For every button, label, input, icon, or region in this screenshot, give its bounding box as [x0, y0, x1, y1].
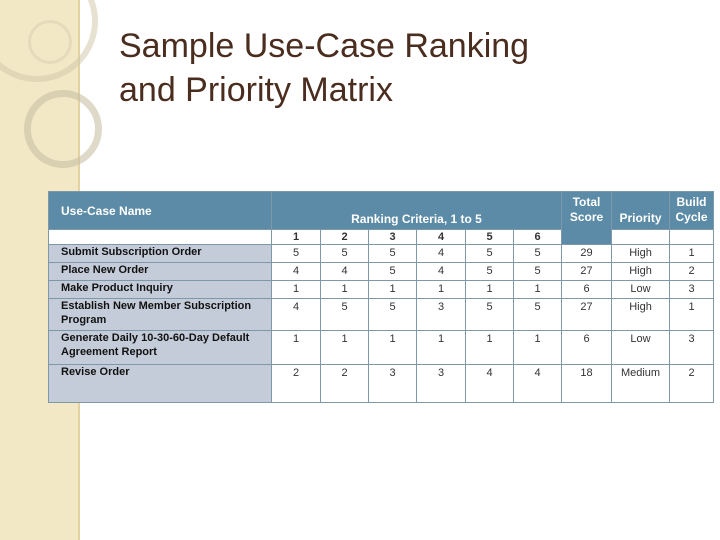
slide-title-line-1: Sample Use-Case Ranking — [119, 27, 530, 65]
criterion-score: 1 — [369, 281, 417, 299]
criterion-score: 3 — [417, 365, 466, 403]
decorative-ring — [28, 20, 72, 64]
table-row — [49, 245, 714, 263]
table-row — [49, 299, 714, 331]
criterion-score: 3 — [417, 299, 466, 331]
criterion-score: 1 — [417, 281, 466, 299]
priority-header: Priority — [612, 192, 670, 230]
criterion-score: 1 — [466, 331, 514, 365]
criterion-number: 1 — [272, 230, 321, 245]
use-case-name: Submit Subscription Order — [49, 245, 272, 263]
table-row — [49, 263, 714, 281]
table-row — [49, 331, 714, 365]
criterion-number: 5 — [466, 230, 514, 245]
decorative-ring — [24, 90, 102, 168]
priority-value: High — [612, 299, 670, 331]
criterion-score: 5 — [369, 299, 417, 331]
ranking-criteria-header: Ranking Criteria, 1 to 5 — [272, 192, 562, 230]
priority-value: Low — [612, 281, 670, 299]
build-cycle-spacer — [670, 230, 714, 245]
criterion-score: 1 — [321, 331, 369, 365]
criterion-score: 4 — [321, 263, 369, 281]
criterion-number: 2 — [321, 230, 369, 245]
criterion-score: 4 — [466, 365, 514, 403]
name-column-spacer — [49, 230, 272, 245]
criterion-score: 4 — [417, 263, 466, 281]
build-cycle-value: 3 — [670, 281, 714, 299]
build-cycle-value: 2 — [670, 263, 714, 281]
priority-value: High — [612, 245, 670, 263]
build-cycle-value: 1 — [670, 245, 714, 263]
build-cycle-value: 3 — [670, 331, 714, 365]
criterion-score: 5 — [369, 263, 417, 281]
build-cycle-value: 1 — [670, 299, 714, 331]
table-row — [49, 365, 714, 403]
priority-value: Low — [612, 331, 670, 365]
criterion-number: 6 — [514, 230, 562, 245]
total-score: 6 — [562, 331, 612, 365]
criterion-score: 4 — [417, 245, 466, 263]
criterion-score: 5 — [369, 245, 417, 263]
table-row — [49, 281, 714, 299]
criterion-score: 5 — [466, 299, 514, 331]
criterion-score: 1 — [417, 331, 466, 365]
criterion-score: 4 — [272, 263, 321, 281]
build-cycle-header: Build Cycle — [670, 192, 714, 230]
criterion-score: 3 — [369, 365, 417, 403]
total-score: 27 — [562, 263, 612, 281]
priority-value: High — [612, 263, 670, 281]
use-case-name: Place New Order — [49, 263, 272, 281]
build-cycle-value: 2 — [670, 365, 714, 403]
slide-title-line-2: and Priority Matrix — [119, 71, 393, 109]
criterion-score: 1 — [272, 281, 321, 299]
total-score: 29 — [562, 245, 612, 263]
use-case-name: Generate Daily 10-30-60-Day Default Agreement Report — [49, 331, 272, 365]
total-score: 27 — [562, 299, 612, 331]
criterion-score: 5 — [466, 263, 514, 281]
criterion-score: 2 — [272, 365, 321, 403]
priority-value: Medium — [612, 365, 670, 403]
criterion-score: 5 — [321, 299, 369, 331]
criterion-score: 1 — [321, 281, 369, 299]
total-score-header: Total Score — [562, 192, 612, 245]
criterion-score: 1 — [369, 331, 417, 365]
total-score: 18 — [562, 365, 612, 403]
criterion-score: 1 — [514, 281, 562, 299]
criterion-score: 1 — [466, 281, 514, 299]
use-case-priority-matrix — [48, 191, 714, 403]
criterion-score: 1 — [514, 331, 562, 365]
criterion-score: 5 — [321, 245, 369, 263]
criterion-score: 5 — [514, 245, 562, 263]
total-score: 6 — [562, 281, 612, 299]
criterion-score: 5 — [514, 263, 562, 281]
use-case-name: Make Product Inquiry — [49, 281, 272, 299]
criterion-score: 2 — [321, 365, 369, 403]
criterion-score: 4 — [514, 365, 562, 403]
criterion-score: 1 — [272, 331, 321, 365]
criterion-score: 4 — [272, 299, 321, 331]
priority-spacer — [612, 230, 670, 245]
criterion-score: 5 — [272, 245, 321, 263]
criterion-score: 5 — [514, 299, 562, 331]
criterion-score: 5 — [466, 245, 514, 263]
criterion-number: 3 — [369, 230, 417, 245]
slide-title — [119, 24, 529, 112]
use-case-name-header: Use-Case Name — [49, 192, 272, 230]
use-case-name: Establish New Member Subscription Program — [49, 299, 272, 331]
criterion-number: 4 — [417, 230, 466, 245]
use-case-name: Revise Order — [49, 365, 272, 403]
